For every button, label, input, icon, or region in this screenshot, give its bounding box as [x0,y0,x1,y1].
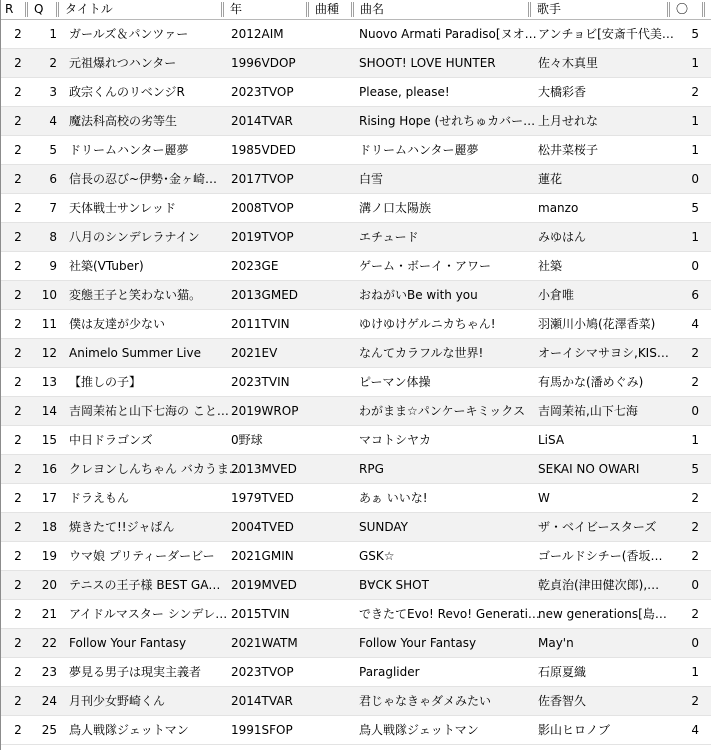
cell-genre [313,513,353,541]
cell-year: 1979TVED [231,491,294,505]
cell-o: 1 [691,433,699,447]
cell-title: 魔法科高校の劣等生 [69,114,178,128]
column-resize-handle[interactable] [56,2,59,17]
column-resize-handle[interactable] [702,2,705,17]
column-header-r[interactable]: R [5,2,14,16]
cell-title: 鳥人戦隊ジェットマン [69,723,189,737]
cell-artist: May'n [538,636,574,650]
cell-title: 社築(VTuber) [69,259,144,273]
cell-o: 2 [691,85,699,99]
cell-title: 【推しの子】 [69,375,142,389]
table-row[interactable] [1,368,711,397]
cell-artist: 吉岡茉祐,山下七海 [538,404,638,418]
cell-o: 2 [691,346,699,360]
cell-o: 2 [691,694,699,708]
cell-genre [313,136,353,164]
cell-artist: 佐香智久 [538,694,587,708]
cell-genre [313,426,353,454]
cell-year: 2019TVOP [231,230,294,244]
cell-year: 0野球 [231,433,263,447]
cell-title: ガールズ＆パンツァー [69,27,189,41]
cell-r: 2 [14,578,22,592]
cell-q: 23 [41,665,57,679]
cell-song: Paraglider [359,665,420,679]
cell-song: エチュード [359,230,419,244]
cell-year: 2008TVOP [231,201,294,215]
cell-title: 変態王子と笑わない猫。 [69,288,202,302]
cell-r: 2 [14,201,22,215]
cell-r: 2 [14,665,22,679]
cell-title: Follow Your Fantasy [69,636,187,650]
cell-song: RPG [359,462,384,476]
cell-genre [313,600,353,628]
table-row[interactable] [1,426,711,455]
cell-genre [313,78,353,106]
cell-genre [313,194,353,222]
cell-genre [313,252,353,280]
cell-artist: 佐々木真里 [538,56,599,70]
table-row[interactable] [1,629,711,658]
cell-genre [313,49,353,77]
cell-o: 1 [691,230,699,244]
cell-q: 22 [41,636,57,650]
cell-o: 0 [691,404,699,418]
table-row[interactable] [1,542,711,571]
cell-r: 2 [14,27,22,41]
cell-q: 19 [41,549,57,563]
cell-r: 2 [14,404,22,418]
column-header-genre[interactable]: 曲種 [315,2,340,16]
cell-q: 17 [41,491,57,505]
cell-o: 1 [691,56,699,70]
cell-o: 0 [691,259,699,273]
cell-o: 2 [691,520,699,534]
cell-song: ゆけゆけゲルニカちゃん! [359,317,496,331]
cell-r: 2 [14,317,22,331]
table-row[interactable] [1,600,711,629]
cell-genre [313,687,353,715]
cell-q: 24 [41,694,57,708]
cell-year: 2023TVIN [231,375,290,389]
cell-q: 11 [41,317,57,331]
cell-song: あぁ いいな! [359,491,428,505]
cell-artist: 羽瀬川小鳩(花澤香菜) [538,317,656,331]
cell-q: 21 [41,607,57,621]
cell-title: クレヨンしんちゃん バカうま… [69,462,241,476]
cell-o: 2 [691,375,699,389]
column-resize-handle[interactable] [25,2,28,17]
cell-song: わがまま☆パンケーキミックス [359,404,526,418]
cell-title: 中日ドラゴンズ [69,433,153,447]
cell-song: ピーマン体操 [359,375,431,389]
cell-o: 2 [691,549,699,563]
cell-q: 8 [49,230,57,244]
cell-r: 2 [14,607,22,621]
cell-song: おねがいBe with you [359,288,478,302]
cell-genre [313,281,353,309]
cell-title: 元祖爆れつハンター [69,56,177,70]
cell-song: 鳥人戦隊ジェットマン [359,723,479,737]
cell-genre [313,368,353,396]
cell-q: 14 [41,404,57,418]
cell-r: 2 [14,114,22,128]
cell-artist: 影山ヒロノブ [538,723,611,737]
cell-year: 1991SFOP [231,723,293,737]
cell-artist: 大橋彩香 [538,85,587,99]
cell-song: 白雪 [359,172,384,186]
cell-year: 2019MVED [231,578,297,592]
cell-artist: みゆはん [538,230,587,244]
cell-o: 0 [691,636,699,650]
column-resize-handle[interactable] [306,2,309,17]
cell-genre [313,20,353,48]
cell-title: 月刊少女野崎くん [69,694,166,708]
column-header-artist[interactable]: 歌手 [537,2,562,16]
cell-song: なんてカラフルな世界! [359,346,484,360]
table-row[interactable] [1,194,711,223]
cell-song: ドリームハンター麗夢 [359,143,479,157]
cell-r: 2 [14,723,22,737]
cell-q: 15 [41,433,57,447]
cell-q: 7 [49,201,57,215]
table-row[interactable] [1,687,711,716]
cell-title: ドリームハンター麗夢 [69,143,189,157]
table-row[interactable] [1,716,711,745]
cell-artist: アンチョビ[安斎千代美… [538,27,674,41]
table-row[interactable] [1,455,711,484]
cell-artist: 蓮花 [538,172,563,186]
cell-artist: 石原夏織 [538,665,587,679]
cell-genre [313,310,353,338]
table-row[interactable] [1,310,711,339]
cell-genre [313,339,353,367]
table-row[interactable] [1,484,711,513]
cell-song: できたてEvo! Revo! Generati… [359,607,540,621]
cell-q: 3 [49,85,57,99]
cell-year: 2023GE [231,259,279,273]
cell-year: 2014TVAR [231,114,293,128]
cell-genre [313,658,353,686]
cell-title: 八月のシンデレラナイン [69,230,200,244]
cell-genre [313,716,353,744]
cell-year: 2021WATM [231,636,298,650]
cell-year: 2015TVIN [231,607,290,621]
cell-song: ゲーム・ボーイ・アワー [359,259,492,273]
column-header-song[interactable]: 曲名 [360,2,385,16]
cell-o: 6 [691,288,699,302]
column-header-q[interactable]: Q [34,2,44,16]
cell-artist: W [538,491,550,505]
cell-title: テニスの王子様 BEST GA… [69,578,221,592]
cell-q: 18 [41,520,57,534]
cell-song: マコトシヤカ [359,433,432,447]
table-row[interactable] [1,20,711,49]
cell-artist: 社築 [538,259,563,273]
cell-year: 1985VDED [231,143,296,157]
cell-year: 2023TVOP [231,85,294,99]
cell-r: 2 [14,694,22,708]
table-row[interactable] [1,49,711,78]
cell-song: Please, please! [359,85,450,99]
cell-artist: 小倉唯 [538,288,575,302]
cell-title: 信長の忍び~伊勢･金ヶ崎… [69,172,218,186]
cell-song: Nuovo Armati Paradiso[ヌオ… [359,27,537,41]
cell-artist: 乾貞治(津田健次郎),… [538,578,660,592]
table-row[interactable] [1,339,711,368]
column-resize-handle[interactable] [351,2,354,17]
cell-song: SUNDAY [359,520,409,534]
cell-song: SHOOT! LOVE HUNTER [359,56,496,70]
cell-year: 2011TVIN [231,317,290,331]
cell-title: 僕は友達が少ない [69,317,166,331]
cell-r: 2 [14,143,22,157]
cell-q: 16 [41,462,57,476]
cell-q: 9 [49,259,57,273]
column-resize-handle[interactable] [528,2,531,17]
cell-artist: 有馬かな(潘めぐみ) [538,375,644,389]
cell-o: 5 [691,27,699,41]
cell-genre [313,223,353,251]
cell-genre [313,484,353,512]
cell-q: 10 [41,288,57,302]
cell-artist: manzo [538,201,579,215]
table-row[interactable] [1,658,711,687]
cell-artist: ゴールドシチー(香坂… [538,549,663,563]
cell-r: 2 [14,433,22,447]
cell-q: 1 [49,27,57,41]
cell-genre [313,542,353,570]
table-row[interactable] [1,252,711,281]
table-row[interactable] [1,223,711,252]
cell-year: 2004TVED [231,520,294,534]
cell-o: 5 [691,201,699,215]
cell-song: 君じゃなきゃダメみたい [359,694,492,708]
cell-o: 0 [691,172,699,186]
cell-r: 2 [14,375,22,389]
column-header-o[interactable]: 〇 [676,2,689,16]
cell-r: 2 [14,462,22,476]
cell-year: 2021GMIN [231,549,294,563]
cell-genre [313,629,353,657]
cell-title: Animelo Summer Live [69,346,201,360]
cell-year: 2013MVED [231,462,297,476]
cell-artist: 上月せれな [538,114,599,128]
cell-o: 2 [691,491,699,505]
cell-year: 1996VDOP [231,56,296,70]
cell-title: 天体戦士サンレッド [69,201,176,215]
cell-song: 溝ノ口太陽族 [359,201,432,215]
cell-genre [313,165,353,193]
table-row[interactable] [1,281,711,310]
table-row[interactable] [1,78,711,107]
cell-genre [313,455,353,483]
cell-r: 2 [14,259,22,273]
cell-song: Rising Hope (せれちゅカバー… [359,114,536,128]
cell-genre [313,397,353,425]
cell-q: 6 [49,172,57,186]
cell-title: ドラえもん [69,491,130,505]
cell-q: 5 [49,143,57,157]
cell-r: 2 [14,549,22,563]
cell-r: 2 [14,491,22,505]
cell-year: 2014TVAR [231,694,293,708]
table-row[interactable] [1,107,711,136]
column-resize-handle[interactable] [667,2,670,17]
column-header-year[interactable]: 年 [230,2,243,16]
table-row[interactable] [1,513,711,542]
cell-artist: new generations[島… [538,607,667,621]
cell-title: 吉岡茉祐と山下七海の こと… [69,404,229,418]
cell-artist: LiSA [538,433,565,447]
cell-artist: ザ・ベイビースターズ [538,520,657,534]
cell-r: 2 [14,288,22,302]
cell-r: 2 [14,346,22,360]
cell-r: 2 [14,85,22,99]
cell-o: 1 [691,114,699,128]
cell-o: 4 [691,317,699,331]
cell-q: 2 [49,56,57,70]
cell-artist: オーイシマサヨシ,KIS… [538,346,669,360]
cell-song: Follow Your Fantasy [359,636,477,650]
table-row[interactable] [1,397,711,426]
cell-artist: 松井菜桜子 [538,143,599,157]
cell-q: 4 [49,114,57,128]
cell-r: 2 [14,520,22,534]
cell-r: 2 [14,56,22,70]
table-header [1,0,711,20]
cell-genre [313,107,353,135]
cell-year: 2013GMED [231,288,299,302]
cell-year: 2012AIM [231,27,284,41]
cell-genre [313,571,353,599]
cell-r: 2 [14,172,22,186]
cell-artist: SEKAI NO OWARI [538,462,640,476]
column-resize-handle[interactable] [221,2,224,17]
table-row[interactable] [1,136,711,165]
cell-year: 2019WROP [231,404,299,418]
cell-r: 2 [14,230,22,244]
cell-q: 25 [41,723,57,737]
cell-o: 4 [691,723,699,737]
cell-title: 焼きたて!!ジャぱん [69,520,175,534]
cell-song: B∀CK SHOT [359,578,429,592]
cell-title: ウマ娘 プリティーダービー [69,549,215,563]
cell-title: アイドルマスター シンデレ… [69,607,228,621]
cell-o: 0 [691,578,699,592]
cell-q: 20 [41,578,57,592]
table-row[interactable] [1,165,711,194]
cell-song: GSK☆ [359,549,395,563]
cell-o: 1 [691,665,699,679]
cell-o: 2 [691,607,699,621]
cell-title: 政宗くんのリベンジR [69,85,185,99]
cell-year: 2017TVOP [231,172,294,186]
cell-year: 2023TVOP [231,665,294,679]
cell-o: 5 [691,462,699,476]
column-header-title[interactable]: タイトル [65,2,113,16]
cell-q: 13 [41,375,57,389]
cell-year: 2021EV [231,346,278,360]
cell-o: 1 [691,143,699,157]
cell-q: 12 [41,346,57,360]
cell-title: 夢見る男子は現実主義者 [69,665,202,679]
table-row[interactable] [1,571,711,600]
cell-r: 2 [14,636,22,650]
